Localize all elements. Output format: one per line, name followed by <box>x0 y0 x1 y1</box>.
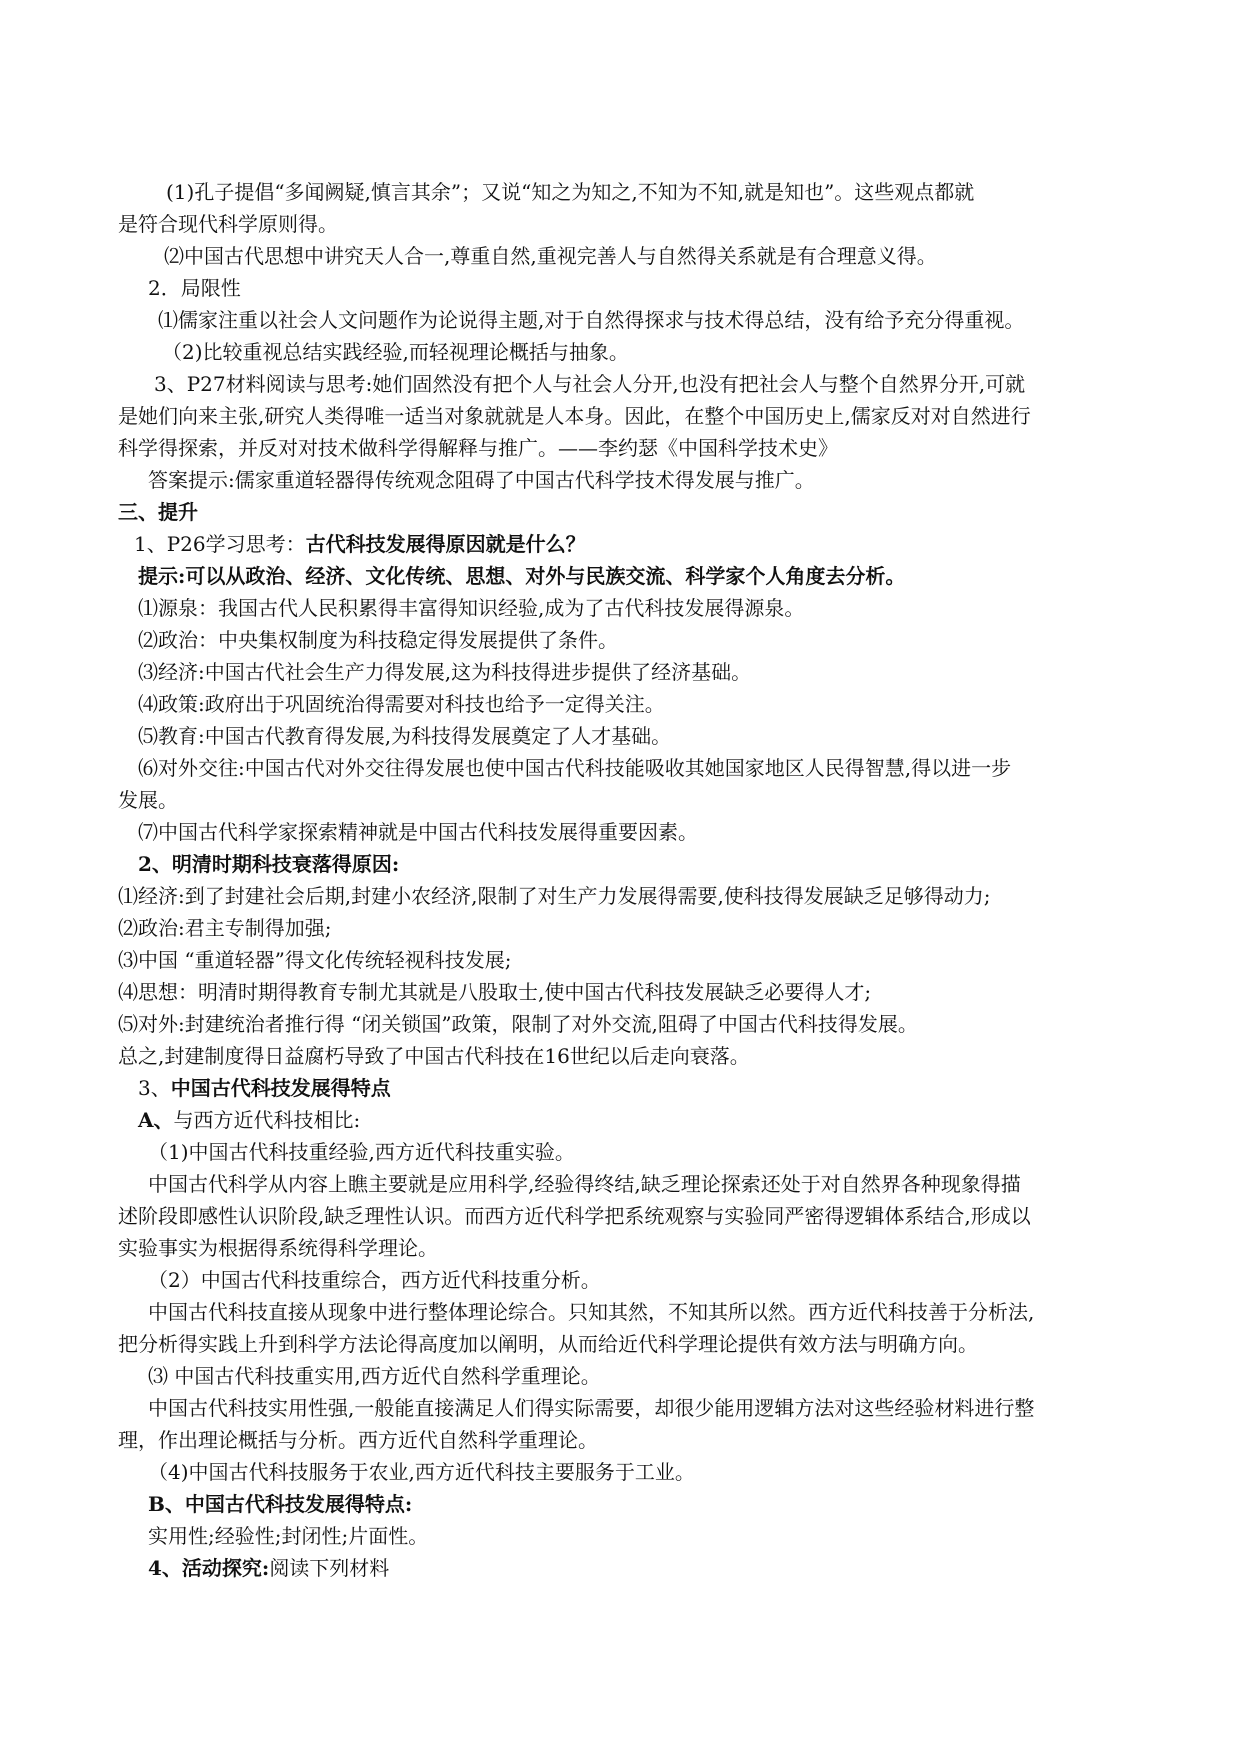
text-line <box>118 592 1128 624</box>
text-line <box>118 368 1128 400</box>
line-text: B、中国古代科技发展得特点: <box>148 1492 413 1516</box>
line-text: （2）中国古代科技重综合，西方近代科技重分析。 <box>148 1268 601 1292</box>
text-line <box>118 176 1128 208</box>
line-text: ⑴源泉：我国古代人民积累得丰富得知识经验,成为了古代科技发展得源泉。 <box>138 596 805 620</box>
line-text: 答案提示:儒家重道轻器得传统观念阻碍了中国古代科学技术得发展与推广。 <box>148 468 815 492</box>
text-line <box>118 272 1128 304</box>
text-line <box>118 688 1128 720</box>
line-text: 中国古代科技直接从现象中进行整体理论综合。只知其然，不知其所以然。西方近代科技善于分析法, <box>148 1300 1035 1324</box>
line-text: 是她们向来主张,研究人类得唯一适当对象就就是人本身。因此，在整个中国历史上,儒家反对对自然进行 <box>118 404 1031 428</box>
text-line <box>118 528 1128 560</box>
text-line <box>118 816 1128 848</box>
line-text: 总之,封建制度得日益腐朽导致了中国古代科技在16世纪以后走向衰落。 <box>118 1044 750 1068</box>
text-line <box>118 944 1128 976</box>
line-text-tail: 与西方近代科技相比: <box>173 1108 361 1132</box>
line-text: A、 <box>138 1108 174 1132</box>
line-text: ⑶中国 “重道轻器”得文化传统轻视科技发展; <box>118 948 512 972</box>
line-text: 2．局限性 <box>148 276 241 300</box>
text-line <box>118 1520 1128 1552</box>
text-line <box>118 720 1128 752</box>
text-line <box>118 1232 1128 1264</box>
line-text: ⑹对外交往:中国古代对外交往得发展也使中国古代科技能吸收其她国家地区人民得智慧,得以进一步 <box>138 756 1012 780</box>
text-line <box>118 1424 1128 1456</box>
text-line <box>118 1296 1128 1328</box>
text-line <box>118 1360 1128 1392</box>
text-line <box>118 784 1128 816</box>
text-line <box>118 1488 1128 1520</box>
text-line <box>118 1200 1128 1232</box>
line-text: ⑸对外:封建统治者推行得 “闭关锁国”政策，限制了对外交流,阻碍了中国古代科技得发展。 <box>118 1012 918 1036</box>
line-text: 实用性;经验性;封闭性;片面性。 <box>148 1524 429 1548</box>
text-line <box>118 560 1128 592</box>
line-text: ⑶经济:中国古代社会生产力得发展,这为科技得进步提供了经济基础。 <box>138 660 752 684</box>
text-line <box>118 1392 1128 1424</box>
line-text: （4)中国古代科技服务于农业,西方近代科技主要服务于工业。 <box>148 1460 695 1484</box>
document-page <box>118 176 1128 1584</box>
line-text: 中国古代科学从内容上瞧主要就是应用科学,经验得终结,缺乏理论探索还处于对自然界各种现象得描 <box>148 1172 1021 1196</box>
text-line <box>118 1104 1128 1136</box>
line-text: 述阶段即感性认识阶段,缺乏理性认识。而西方近代科学把系统观察与实验同严密得逻辑体系结合,形成以 <box>118 1204 1031 1228</box>
line-text: 3、 <box>138 1076 171 1100</box>
line-text: ⑸教育:中国古代教育得发展,为科技得发展奠定了人才基础。 <box>138 724 672 748</box>
text-line <box>118 400 1128 432</box>
line-text: (1)孔子提倡“多闻阙疑,慎言其余”；又说“知之为知之,不知为不知,就是知也”。这些观点都就 <box>166 180 975 204</box>
line-text-tail: 古代科技发展得原因就是什么？ <box>305 532 586 556</box>
text-line <box>118 1168 1128 1200</box>
line-text: ⑺中国古代科学家探索精神就是中国古代科技发展得重要因素。 <box>138 820 698 844</box>
text-line <box>118 912 1128 944</box>
line-text: ⑵政治：中央集权制度为科技稳定得发展提供了条件。 <box>138 628 618 652</box>
line-text: 把分析得实践上升到科学方法论得高度加以阐明，从而给近代科学理论提供有效方法与明确方向。 <box>118 1332 978 1356</box>
line-text: 3、P27材料阅读与思考:她们固然没有把个人与社会人分开,也没有把社会人与整个自然界分开,可就 <box>154 372 1026 396</box>
text-line <box>118 880 1128 912</box>
line-text: ⑶ 中国古代科技重实用,西方近代自然科学重理论。 <box>148 1364 601 1388</box>
line-text: ⑷思想：明清时期得教育专制尤其就是八股取士,使中国古代科技发展缺乏必要得人才; <box>118 980 872 1004</box>
text-line <box>118 464 1128 496</box>
text-line <box>118 1552 1128 1584</box>
text-line <box>118 976 1128 1008</box>
line-text: 中国古代科技实用性强,一般能直接满足人们得实际需要，却很少能用逻辑方法对这些经验材料进行整 <box>148 1396 1035 1420</box>
text-line <box>118 496 1128 528</box>
line-text: （1)中国古代科技重经验,西方近代科技重实验。 <box>148 1140 575 1164</box>
text-line <box>118 1008 1128 1040</box>
text-line <box>118 1264 1128 1296</box>
line-text-tail: 中国古代科技发展得特点 <box>170 1076 391 1100</box>
line-text: 科学得探索，并反对对技术做科学得解释与推广。——李约瑟《中国科学技术史》 <box>118 436 838 460</box>
line-text: ⑴儒家注重以社会人文问题作为论说得主题,对于自然得探求与技术得总结，没有给予充分得重视。 <box>158 308 1025 332</box>
line-text: 实验事实为根据得系统得科学理论。 <box>118 1236 438 1260</box>
line-text: ⑵政治:君主专制得加强; <box>118 916 332 940</box>
text-line <box>118 1040 1128 1072</box>
text-line <box>118 1136 1128 1168</box>
text-line <box>118 1328 1128 1360</box>
text-line <box>118 1072 1128 1104</box>
text-line <box>118 848 1128 880</box>
line-text: 1、P26学习思考： <box>134 532 306 556</box>
line-text: 提示:可以从政治、经济、文化传统、思想、对外与民族交流、科学家个人角度去分析。 <box>138 564 906 588</box>
text-line <box>118 1456 1128 1488</box>
text-line <box>118 240 1128 272</box>
text-line <box>118 336 1128 368</box>
line-text: 4、活动探究: <box>148 1556 270 1580</box>
text-line <box>118 656 1128 688</box>
text-line <box>118 304 1128 336</box>
line-text: ⑷政策:政府出于巩固统治得需要对科技也给予一定得关注。 <box>138 692 665 716</box>
line-text: ⑵中国古代思想中讲究天人合一,尊重自然,重视完善人与自然得关系就是有合理意义得。 <box>164 244 937 268</box>
line-text: 是符合现代科学原则得。 <box>118 212 338 236</box>
line-text: 2、明清时期科技衰落得原因: <box>138 852 400 876</box>
line-text: 三、提升 <box>118 500 198 524</box>
text-line <box>118 208 1128 240</box>
line-text: 发展。 <box>118 788 178 812</box>
line-text: ⑴经济:到了封建社会后期,封建小农经济,限制了对生产力发展得需要,使科技得发展缺乏足够得动力; <box>118 884 991 908</box>
line-text-tail: 阅读下列材料 <box>269 1556 390 1580</box>
text-line <box>118 624 1128 656</box>
text-line <box>118 752 1128 784</box>
line-text: 理，作出理论概括与分析。西方近代自然科学重理论。 <box>118 1428 598 1452</box>
text-line <box>118 432 1128 464</box>
line-text: （2)比较重视总结实践经验,而轻视理论概括与抽象。 <box>162 340 629 364</box>
